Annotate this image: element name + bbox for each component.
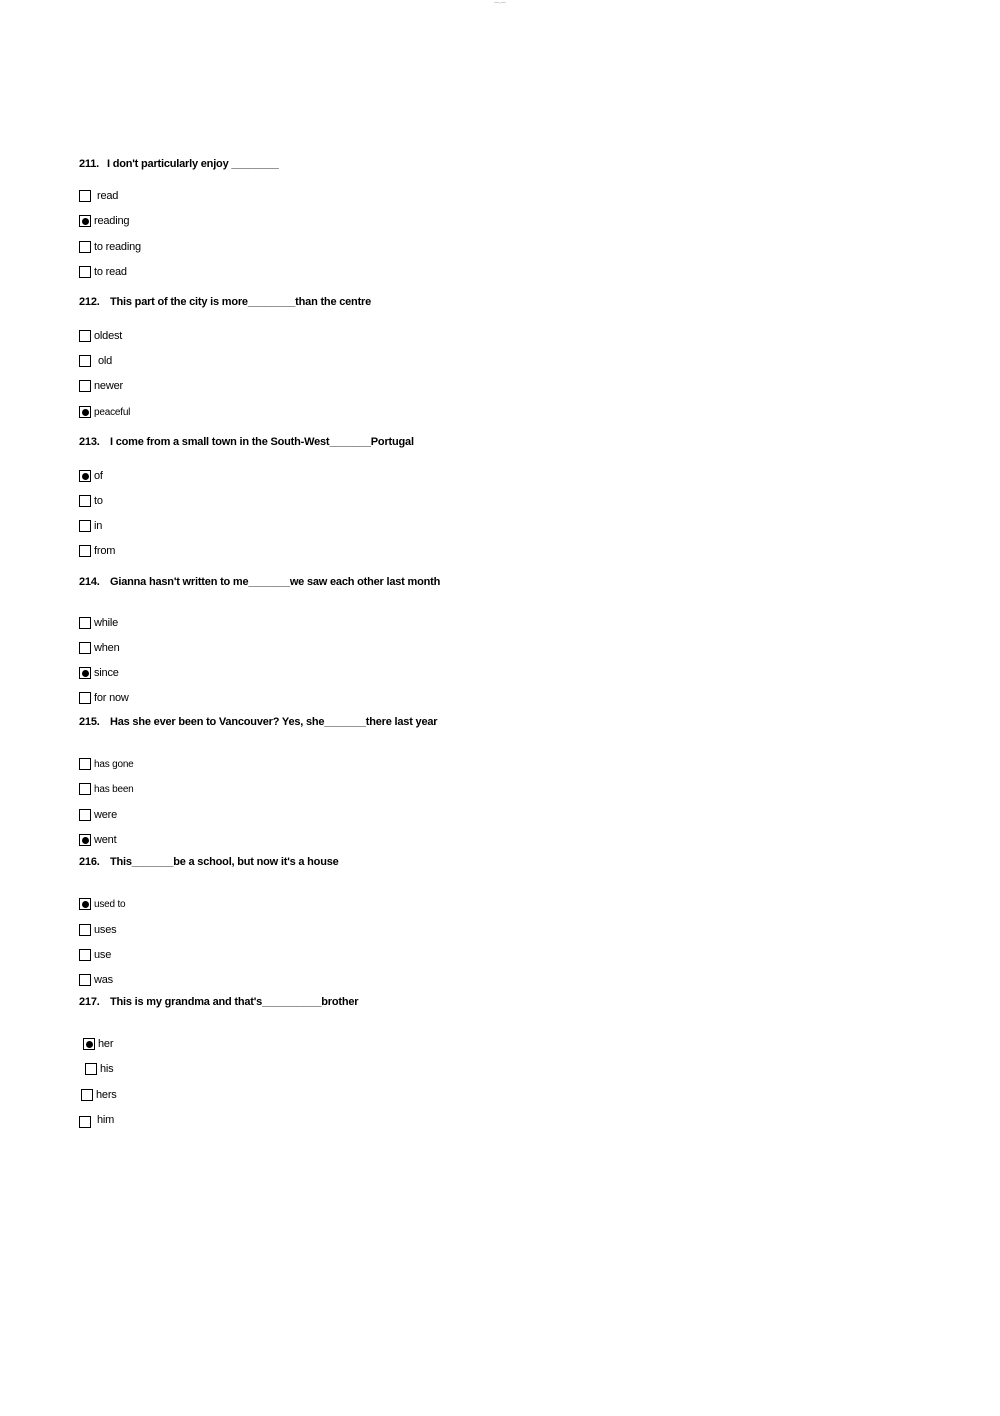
question-title [79, 434, 779, 450]
checkbox[interactable] [79, 617, 91, 629]
option-label: reading [94, 215, 130, 227]
question-text: This is my grandma and that's__________brother [110, 996, 359, 1008]
question-217 [79, 994, 779, 1126]
question-title [79, 994, 779, 1010]
option-his[interactable] [85, 1061, 113, 1077]
question-title [79, 156, 779, 172]
checkbox[interactable] [79, 406, 91, 418]
checkbox[interactable] [79, 834, 91, 846]
question-215 [79, 714, 779, 846]
question-title [79, 574, 779, 590]
question-title [79, 714, 779, 730]
question-number: 217. [79, 996, 100, 1008]
option-label: has been [94, 783, 134, 795]
checkbox[interactable] [83, 1038, 95, 1050]
checkbox[interactable] [79, 330, 91, 342]
checkbox[interactable] [79, 667, 91, 679]
option-hers[interactable] [81, 1087, 117, 1103]
checkbox[interactable] [79, 809, 91, 821]
question-text: Gianna hasn't written to me_______we saw each other last month [110, 576, 441, 588]
checkbox[interactable] [79, 190, 91, 202]
option-to-reading[interactable] [79, 239, 141, 255]
option-label: read [97, 190, 119, 202]
option-label: old [98, 355, 113, 367]
option-label: his [100, 1063, 114, 1075]
question-number: 215. [79, 716, 100, 728]
option-him[interactable] [79, 1112, 114, 1128]
option-has-gone[interactable] [79, 756, 134, 772]
question-number: 213. [79, 436, 100, 448]
checkbox[interactable] [79, 758, 91, 770]
option-to[interactable] [79, 493, 103, 509]
option-old[interactable] [79, 353, 112, 369]
option-her[interactable] [83, 1036, 113, 1052]
question-211 [79, 156, 779, 278]
option-when[interactable] [79, 640, 120, 656]
checkbox[interactable] [79, 949, 91, 961]
option-use[interactable] [79, 947, 111, 963]
checkbox[interactable] [79, 692, 91, 704]
option-label: while [94, 617, 119, 629]
option-from[interactable] [79, 543, 115, 559]
question-text: Has she ever been to Vancouver? Yes, she_______there last year [110, 716, 438, 728]
option-label: was [94, 974, 113, 986]
option-label: her [98, 1038, 114, 1050]
option-went[interactable] [79, 832, 116, 848]
checkbox[interactable] [79, 520, 91, 532]
checkbox[interactable] [85, 1063, 97, 1075]
option-label: newer [94, 380, 123, 392]
checkbox[interactable] [79, 241, 91, 253]
option-label: since [94, 667, 119, 679]
option-for-now[interactable] [79, 690, 129, 706]
question-212 [79, 294, 779, 418]
checkbox[interactable] [79, 495, 91, 507]
option-label: were [94, 809, 118, 821]
option-label: hers [96, 1089, 117, 1101]
option-reading[interactable] [79, 213, 129, 229]
question-number: 212. [79, 296, 100, 308]
option-label: use [94, 949, 112, 961]
checkbox[interactable] [79, 783, 91, 795]
question-number: 216. [79, 856, 100, 868]
page-header-mark: —.— [494, 0, 506, 6]
checkbox[interactable] [79, 1116, 91, 1128]
option-label: has gone [94, 758, 134, 770]
option-label: peaceful [94, 406, 131, 418]
question-214 [79, 574, 779, 704]
question-title [79, 294, 779, 310]
option-uses[interactable] [79, 922, 116, 938]
checkbox[interactable] [79, 545, 91, 557]
option-has-been[interactable] [79, 781, 134, 797]
option-oldest[interactable] [79, 328, 122, 344]
option-newer[interactable] [79, 378, 123, 394]
checkbox[interactable] [79, 380, 91, 392]
option-label: went [94, 834, 117, 846]
option-to-read[interactable] [79, 264, 127, 280]
option-label: from [94, 545, 116, 557]
option-were[interactable] [79, 807, 117, 823]
checkbox[interactable] [79, 355, 91, 367]
option-label: to reading [94, 241, 141, 253]
checkbox[interactable] [79, 215, 91, 227]
option-label: for now [94, 692, 129, 704]
option-while[interactable] [79, 615, 118, 631]
checkbox[interactable] [79, 974, 91, 986]
option-peaceful[interactable] [79, 404, 130, 420]
option-was[interactable] [79, 972, 113, 988]
question-text: I come from a small town in the South-West_______Portugal [110, 436, 414, 448]
option-of[interactable] [79, 468, 103, 484]
option-label: of [94, 470, 103, 482]
question-213 [79, 434, 779, 557]
option-label: him [97, 1114, 115, 1126]
option-used-to[interactable] [79, 896, 125, 912]
option-label: when [94, 642, 120, 654]
option-label: in [94, 520, 103, 532]
question-text: I don't particularly enjoy ________ [107, 158, 279, 170]
question-number: 214. [79, 576, 100, 588]
checkbox[interactable] [79, 898, 91, 910]
checkbox[interactable] [79, 266, 91, 278]
checkbox[interactable] [79, 642, 91, 654]
checkbox[interactable] [79, 470, 91, 482]
option-label: to read [94, 266, 127, 278]
question-text: This part of the city is more________than the centre [110, 296, 372, 308]
option-label: used to [94, 898, 126, 910]
question-216 [79, 854, 779, 986]
question-number: 211. [79, 158, 100, 170]
question-title [79, 854, 779, 870]
option-since[interactable] [79, 665, 119, 681]
option-label: oldest [94, 330, 123, 342]
option-label: uses [94, 924, 117, 936]
question-text: This_______be a school, but now it's a house [110, 856, 339, 868]
option-label: to [94, 495, 103, 507]
checkbox[interactable] [81, 1089, 93, 1101]
option-read[interactable] [79, 188, 118, 204]
checkbox[interactable] [79, 924, 91, 936]
option-in[interactable] [79, 518, 102, 534]
